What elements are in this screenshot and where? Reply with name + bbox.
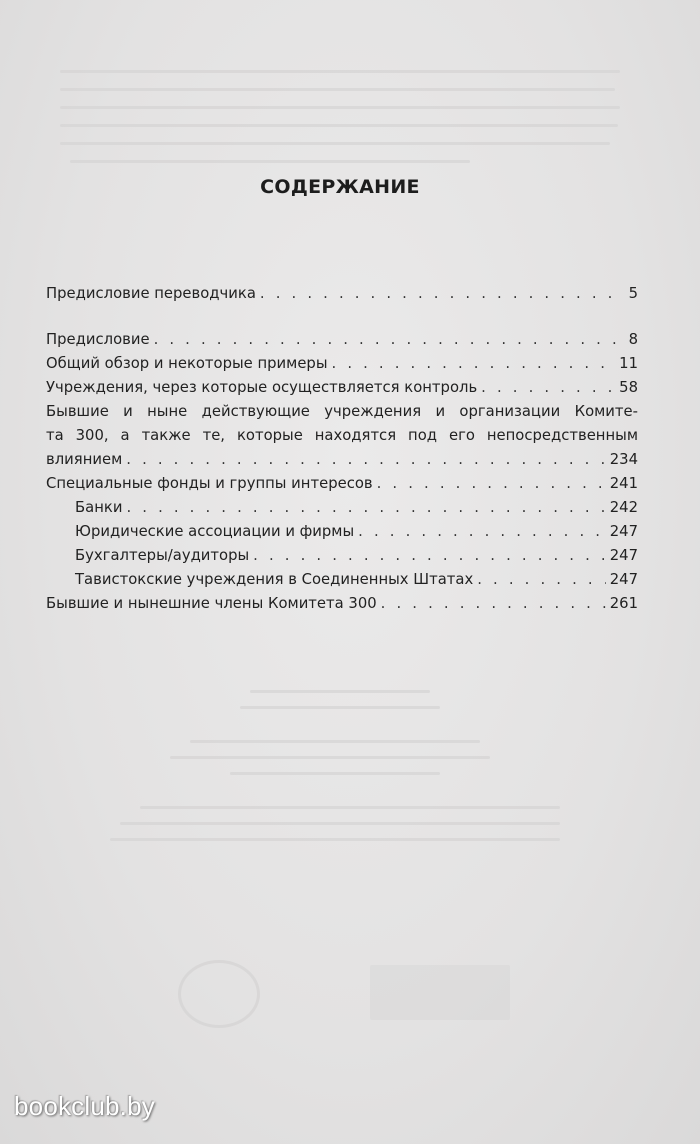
toc-leader-dots <box>253 544 606 568</box>
show-through-line <box>70 160 470 163</box>
toc-entry <box>46 328 638 352</box>
toc-entry-multiline <box>46 400 638 472</box>
show-through-line <box>60 88 615 91</box>
toc-entry-label: влиянием <box>46 451 123 468</box>
toc-leader-dots <box>358 520 606 544</box>
toc-entry-page: 242 <box>609 499 638 516</box>
toc-entry-page: 8 <box>628 331 638 348</box>
toc-entry-label: Бухгалтеры/аудиторы <box>75 547 250 564</box>
toc-entry-label: Бывшие и нынешние члены Комитета 300 <box>46 595 377 612</box>
toc-entry-page: 5 <box>628 285 638 302</box>
toc-entry-page: 247 <box>609 571 638 588</box>
toc-entry-page: 241 <box>609 475 638 492</box>
toc-leader-dots <box>481 376 615 400</box>
toc-entry-page: 247 <box>609 547 638 564</box>
show-through-line <box>190 740 480 743</box>
toc-entry <box>46 352 638 376</box>
show-through-barcode <box>370 965 510 1020</box>
toc-entry-page: 247 <box>609 523 638 540</box>
toc-entry-line: Бывшие и ныне действующие учреждения и организации Комите- <box>46 403 638 420</box>
toc-leader-dots <box>377 472 606 496</box>
toc-entry-label: Общий обзор и некоторые примеры <box>46 355 328 372</box>
toc-leader-dots <box>332 352 616 376</box>
toc-entry <box>46 472 638 496</box>
show-through-line <box>60 142 610 145</box>
toc-entry <box>46 592 638 616</box>
table-of-contents <box>46 282 638 616</box>
show-through-line <box>140 806 560 809</box>
toc-entry-label: Предисловие переводчика <box>46 285 256 302</box>
toc-entry-page: 11 <box>619 355 638 372</box>
toc-leader-dots <box>126 448 605 472</box>
toc-subentry <box>46 544 638 568</box>
show-through-line <box>250 690 430 693</box>
toc-subentry <box>46 520 638 544</box>
show-through-age-mark <box>178 960 260 1028</box>
show-through-line <box>170 756 490 759</box>
toc-leader-dots <box>154 328 625 352</box>
toc-leader-dots <box>260 282 625 306</box>
toc-entry-label: Учреждения, через которые осуществляется контроль <box>46 379 478 396</box>
show-through-line <box>60 124 618 127</box>
toc-subentry <box>46 496 638 520</box>
toc-entry-label: Специальные фонды и группы интересов <box>46 475 373 492</box>
toc-subentry <box>46 568 638 592</box>
toc-entry-page: 234 <box>609 451 638 468</box>
toc-entry-label: Тавистокские учреждения в Соединенных Штатах <box>75 571 474 588</box>
show-through-line <box>230 772 440 775</box>
toc-leader-dots <box>477 568 606 592</box>
toc-entry <box>46 282 638 306</box>
toc-entry-line: та 300, а также те, которые находятся под его непосредственным <box>46 427 638 444</box>
page-title: СОДЕРЖАНИЕ <box>260 176 420 198</box>
show-through-line <box>60 106 620 109</box>
toc-leader-dots <box>381 592 606 616</box>
toc-entry-label: Банки <box>75 499 123 516</box>
toc-entry-page: 261 <box>609 595 638 612</box>
toc-entry-label: Предисловие <box>46 331 150 348</box>
site-watermark: bookclub.by <box>14 1091 155 1121</box>
toc-entry-page: 58 <box>619 379 638 396</box>
show-through-line <box>240 706 440 709</box>
toc-entry-last-line <box>46 448 638 472</box>
show-through-line <box>110 838 560 841</box>
toc-entry-label: Юридические ассоциации и фирмы <box>75 523 355 540</box>
show-through-line <box>120 822 560 825</box>
show-through-line <box>60 70 620 73</box>
toc-entry <box>46 376 638 400</box>
toc-leader-dots <box>126 496 605 520</box>
